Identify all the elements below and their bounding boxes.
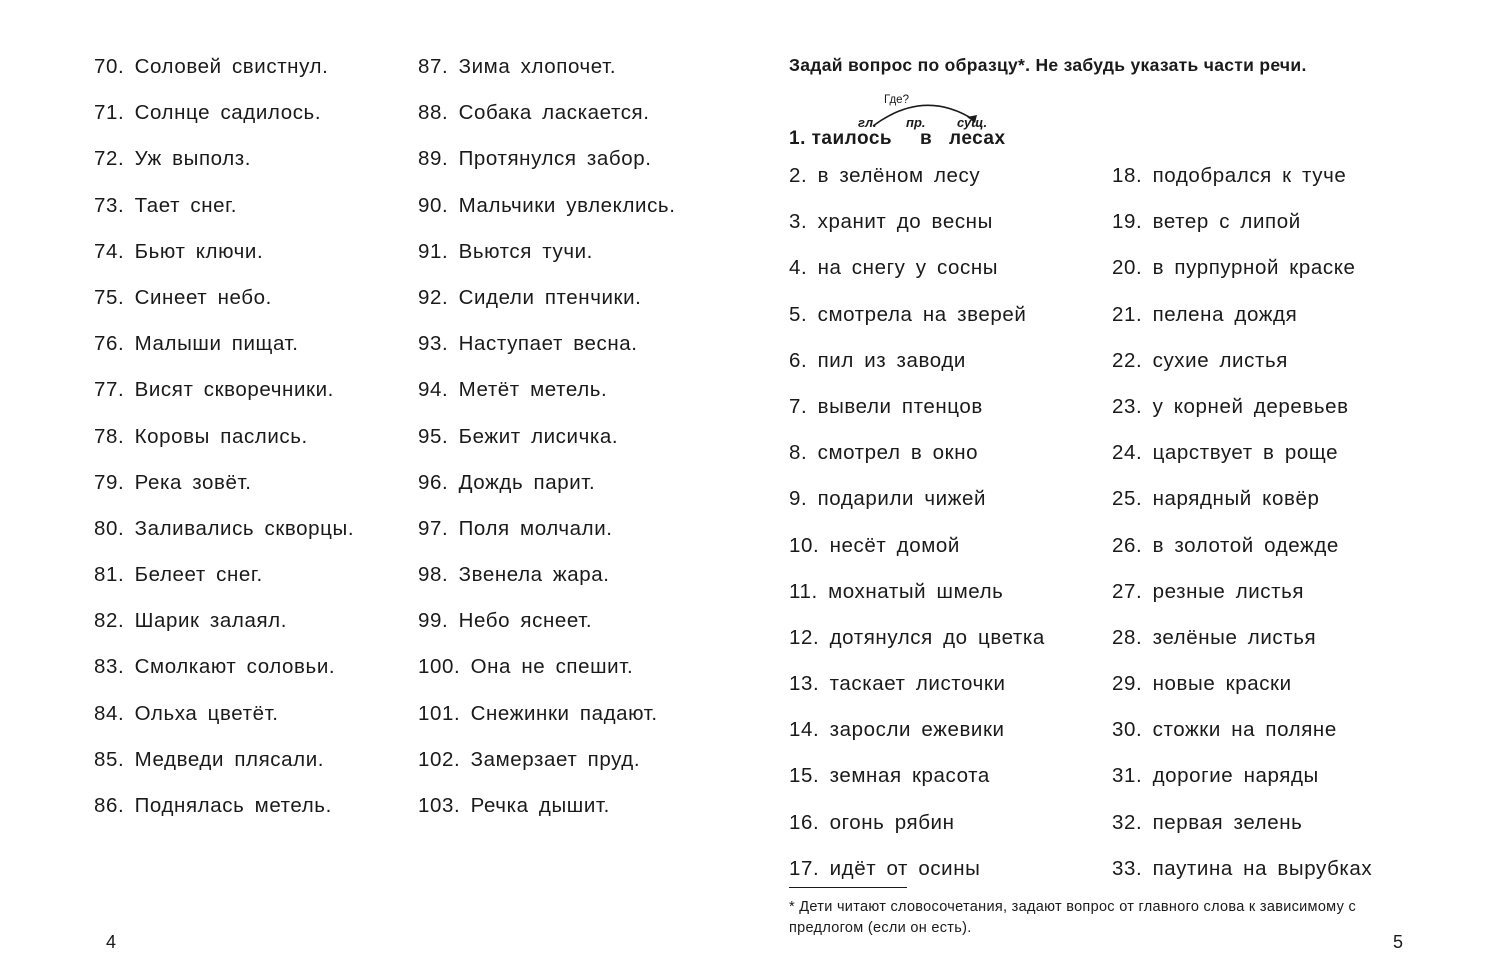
list-item: 22. сухие листья [1112,348,1288,372]
list-item: 19. ветер с липой [1112,210,1301,234]
list-item: 94. Метёт метель. [418,378,608,402]
list-item: 77. Висят скворечники. [94,378,334,402]
list-item: 70. Соловей свистнул. [94,55,329,78]
list-item: 88. Собака ласкается. [418,101,650,125]
verb-label: гл. [858,115,877,130]
example-word-prep: в [920,128,933,149]
right-column-2 [1112,159,1372,898]
list-item: 20. в пурпурной краске [1112,256,1356,280]
list-item: 103. Речка дышит. [418,794,610,817]
list-item: 10. несёт домой [789,533,960,557]
list-item: 73. Тает снег. [94,193,238,217]
list-item: 18. подобрался к туче [1112,164,1347,187]
list-item: 4. на снегу у сосны [789,256,999,280]
list-item: 25. нарядный ковёр [1112,487,1320,511]
footnote: * Дети читают словосочетания, задают вопрос от главного слова к зависимому с предлогом (если он есть). [789,899,1357,936]
example-word-noun: лесах [949,128,1006,149]
list-item: 87. Зима хлопочет. [418,55,617,78]
preposition-label: пр. [906,115,926,130]
list-item: 8. смотрел в окно [789,441,979,465]
list-item: 12. дотянулся до цветка [789,625,1045,649]
list-item: 81. Белеет снег. [94,563,263,587]
right-page [750,0,1500,972]
list-item: 78. Коровы паслись. [94,424,308,448]
list-item: 97. Поля молчали. [418,516,613,540]
list-item: 29. новые краски [1112,672,1292,696]
list-item: 92. Сидели птенчики. [418,285,642,309]
left-column-2 [418,50,676,835]
list-item: 17. идёт от осины [789,856,981,880]
list-item: 6. пил из заводи [789,348,966,372]
list-item: 100. Она не спешит. [418,655,634,679]
list-item: 26. в золотой одежде [1112,533,1339,557]
noun-label: сущ. [957,115,988,130]
list-item: 7. вывели птенцов [789,394,983,418]
list-item: 3. хранит до весны [789,210,993,234]
example-diagram [789,90,1049,160]
list-item: 79. Река зовёт. [94,470,252,494]
list-item: 71. Солнце садилось. [94,101,322,125]
list-item: 90. Мальчики увлеклись. [418,193,676,217]
list-item: 98. Звенела жара. [418,563,610,587]
list-item: 101. Снежинки падают. [418,701,658,725]
list-item: 83. Смолкают соловьи. [94,655,336,679]
list-item: 99. Небо яснеет. [418,609,593,633]
list-item: 72. Уж выполз. [94,147,252,171]
list-item: 9. подарили чижей [789,487,987,511]
list-item: 24. царствует в роще [1112,441,1339,465]
list-item: 30. стожки на поляне [1112,718,1337,742]
list-item: 102. Замерзает пруд. [418,747,641,771]
list-item: 14. заросли ежевики [789,718,1005,742]
list-item: 74. Бьют ключи. [94,239,264,263]
list-item: 33. паутина на вырубках [1112,856,1373,880]
list-item: 86. Поднялась метель. [94,794,332,817]
question-label: Где? [884,94,909,106]
list-item: 80. Заливались скворцы. [94,516,355,540]
list-item: 84. Ольха цветёт. [94,701,279,725]
list-item: 15. земная красота [789,764,990,788]
list-item: 31. дорогие наряды [1112,764,1319,788]
list-item: 16. огонь рябин [789,810,955,834]
right-column-1 [789,159,1045,898]
list-item: 76. Малыши пищат. [94,332,299,356]
page-number: 4 [106,932,117,952]
list-item: 96. Дождь парит. [418,470,596,494]
list-item: 95. Бежит лисичка. [418,424,619,448]
list-item: 93. Наступает весна. [418,332,638,356]
footnote-divider [789,887,907,888]
example-word-verb: 1. таилось [789,128,893,149]
left-column-1 [94,50,354,835]
list-item: 75. Синеет небо. [94,285,272,309]
list-item: 82. Шарик залаял. [94,609,288,633]
list-item: 13. таскает листочки [789,672,1006,696]
list-item: 28. зелёные листья [1112,625,1317,649]
list-item: 21. пелена дождя [1112,302,1298,326]
list-item: 32. первая зелень [1112,810,1303,834]
list-item: 91. Вьются тучи. [418,239,593,263]
list-item: 2. в зелёном лесу [789,164,981,187]
list-item: 89. Протянулся забор. [418,147,652,171]
page-number: 5 [1393,932,1404,952]
task-instruction: Задай вопрос по образцу*. Не забудь указать части речи. [789,55,1307,75]
list-item: 23. у корней деревьев [1112,394,1349,418]
list-item: 85. Медведи плясали. [94,747,325,771]
list-item: 5. смотрела на зверей [789,302,1027,326]
list-item: 11. мохнатый шмель [789,579,1004,603]
list-item: 27. резные листья [1112,579,1305,603]
